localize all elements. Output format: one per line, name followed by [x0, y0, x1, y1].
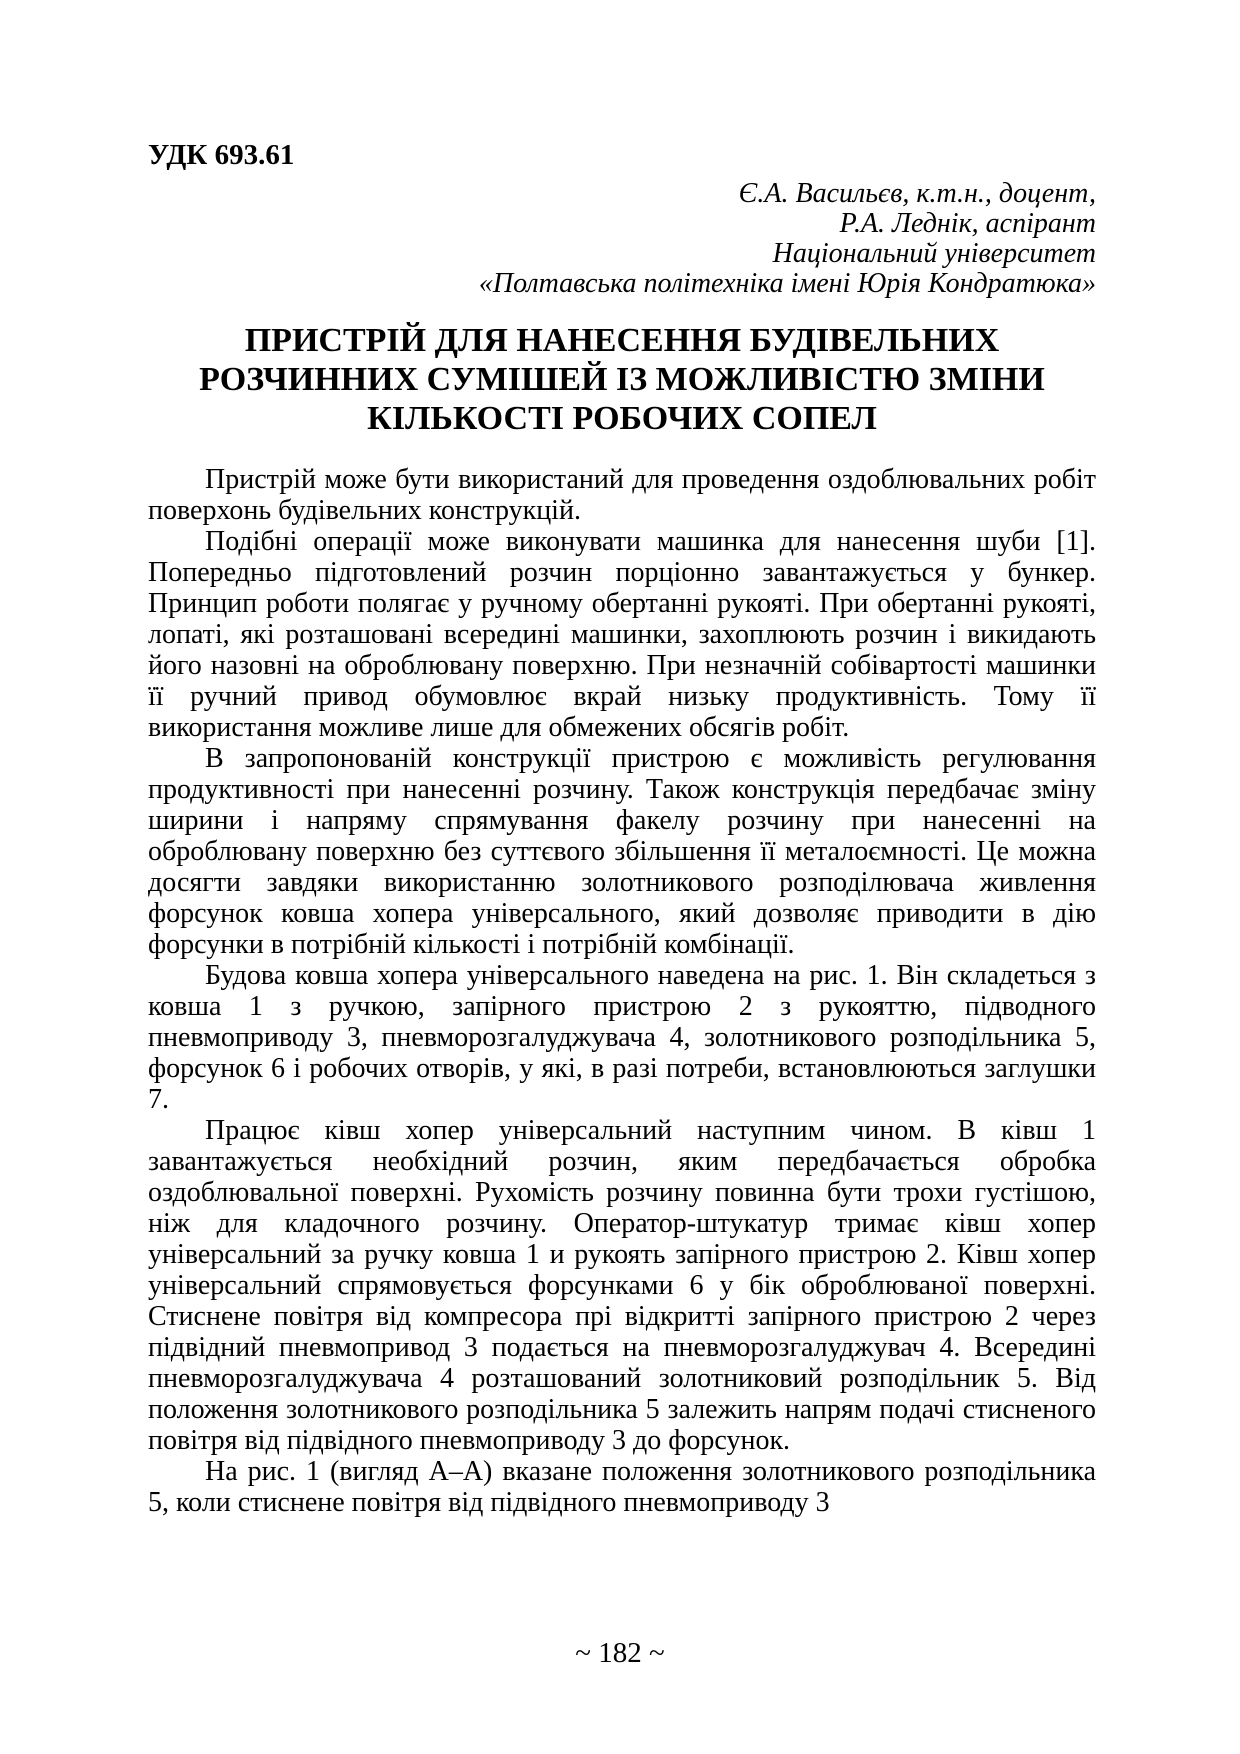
affiliation-line: «Полтавська політехніка імені Юрія Кондратюка»	[478, 268, 1096, 299]
body-paragraph: На рис. 1 (вигляд А–А) вказане положення золотникового розподільника 5, коли стиснене повітря від підвідного пневмоприводу 3	[148, 1456, 1096, 1518]
article-title-line: ПРИСТРІЙ ДЛЯ НАНЕСЕННЯ БУДІВЕЛЬНИХ	[244, 322, 1000, 359]
affiliation-line: Національний університет	[772, 238, 1096, 269]
article-title-line: КІЛЬКОСТІ РОБОЧИХ СОПЕЛ	[367, 400, 877, 437]
author-line: Р.А. Леднік, аспірант	[839, 208, 1096, 239]
body-paragraph: Подібні операції може виконувати машинка для нанесення шуби [1]. Попередньо підготовлений розчин порціонно завантажується у бункер. Принцип роботи полягає у ручному обертанні рукояті. При обертанні рукояті, лопаті, які розташовані всередині машинки, захоплюють розчин і викидають його назовні на оброблювану поверхню. При незначній собівартості машинки її ручний привод обумовлює вкрай низьку продуктивність. Тому її використання можливе лише для обмежених обсягів робіт.	[148, 526, 1096, 743]
article-body	[148, 464, 1096, 1518]
page-content	[148, 140, 1096, 1518]
article-title-line: РОЗЧИННИХ СУМІШЕЙ ІЗ МОЖЛИВІСТЮ ЗМІНИ	[199, 361, 1045, 398]
author-block	[148, 179, 1096, 299]
body-paragraph: Пристрій може бути використаний для проведення оздоблювальних робіт поверхонь будівельних конструкцій.	[148, 464, 1096, 526]
udc-code: УДК 693.61	[148, 139, 295, 171]
body-paragraph: В запропонованій конструкції пристрою є можливість регулювання продуктивності при нанесенні розчину. Також конструкція передбачає зміну ширини і напряму спрямування факелу розчину при нанесенні на оброблювану поверхню без суттєвого збільшення її металоємності. Це можна досягти завдяки використанню золотникового розподілювача живлення форсунок ковша хопера універсального, який дозволяє приводити в дію форсунки в потрібній кількості і потрібній комбінації.	[148, 743, 1096, 960]
page-number: ~ 182 ~	[575, 1637, 665, 1669]
body-paragraph: Працює ківш хопер універсальний наступним чином. В ківш 1 завантажується необхідний розчин, яким передбачається обробка оздоблювальної поверхні. Рухомість розчину повинна бути трохи густішою, ніж для кладочного розчину. Оператор-штукатур тримає ківш хопер універсальний за ручку ковша 1 и рукоять запірного пристрою 2. Ківш хопер універсальний спрямовується форсунками 6 у бік оброблюваної поверхні. Стиснене повітря від компресора прі відкритті запірного пристрою 2 через підвідний пневмопривод 3 подається на пневморозгалуджувач 4. Всередині пневморозгалуджувача 4 розташований золотниковий розподільник 5. Від положення золотникового розподільника 5 залежить напрям подачі стисненого повітря від підвідного пневмоприводу 3 до форсунок.	[148, 1115, 1096, 1456]
article-title	[148, 321, 1096, 438]
body-paragraph: Будова ковша хопера універсального наведена на рис. 1. Він складеться з ковша 1 з ручкою, запірного пристрою 2 з рукояттю, підводного пневмоприводу 3, пневморозгалуджувача 4, золотникового розподільника 5, форсунок 6 і робочих отворів, у які, в разі потреби, встановлюються заглушки 7.	[148, 960, 1096, 1115]
author-line: Є.А. Васильєв, к.т.н., доцент,	[738, 178, 1096, 209]
